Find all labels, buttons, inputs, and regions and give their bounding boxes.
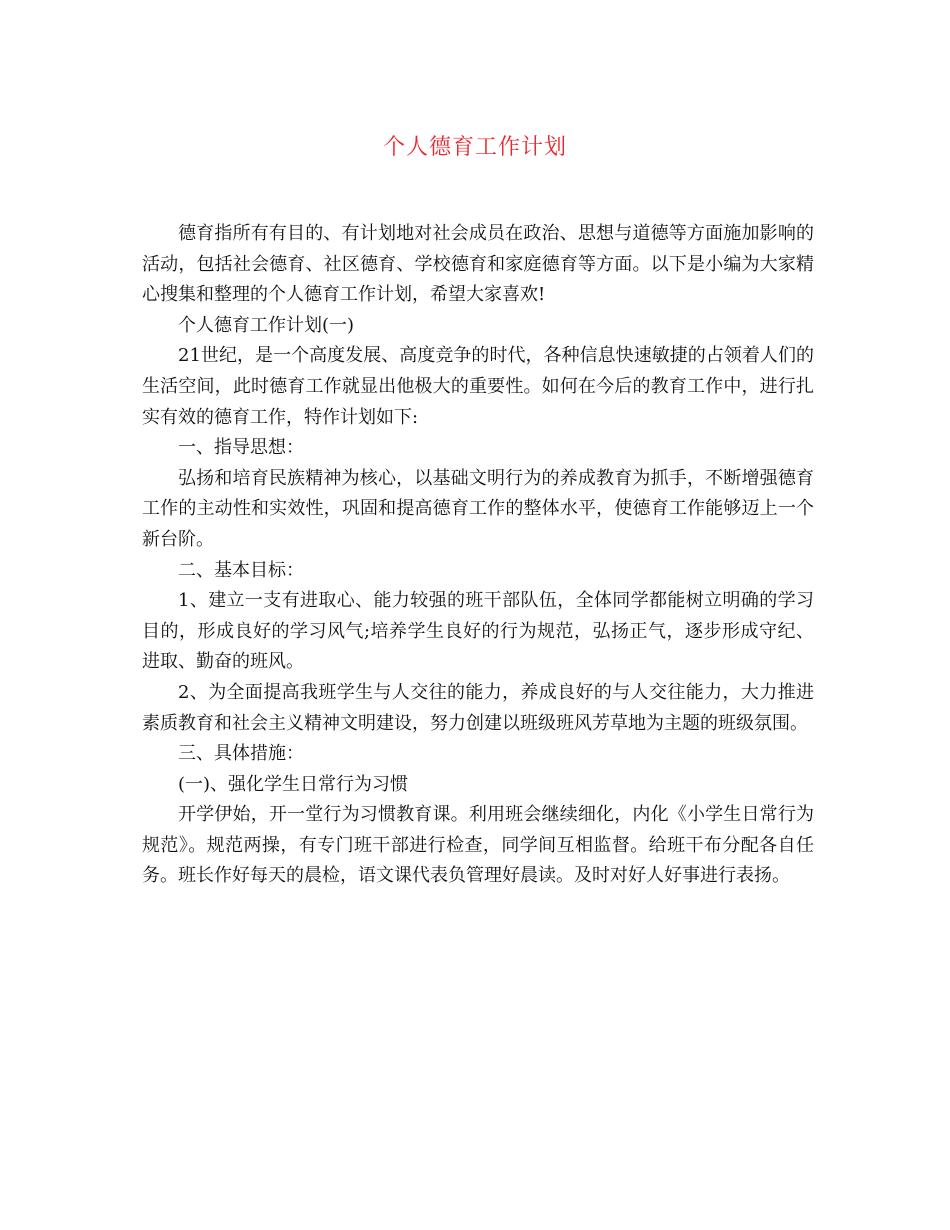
context-paragraph: 21世纪，是一个高度发展、高度竞争的时代，各种信息快速敏捷的占领着人们的生活空间，此时德育工作就显出他极大的重要性。如何在今后的教育工作中，进行扎实有效的德育工作，特作计划如下:	[142, 345, 814, 428]
goal-item-2: 2、为全面提高我班学生与人交往的能力，养成良好的与人交往能力，大力推进素质教育和社会主义精神文明建设，努力创建以班级班风芳草地为主题的班级氛围。	[142, 681, 814, 734]
document-title: 个人德育工作计划	[382, 135, 567, 160]
goal-item-1: 1、建立一支有进取心、能力较强的班干部队伍，全体同学都能树立明确的学习目的，形成良好的学习风气;培养学生良好的行为规范，弘扬正气，逐步形成守纪、进取、勤奋的班风。	[142, 590, 814, 673]
intro-paragraph: 德育指所有有目的、有计划地对社会成员在政治、思想与道德等方面施加影响的活动，包括社会德育、社区德育、学校德育和家庭德育等方面。以下是小编为大家精心搜集和整理的个人德育工作计划，希望大家喜欢!	[142, 223, 814, 306]
subsection-heading-habits: (一)、强化学生日常行为习惯	[178, 773, 409, 795]
document-body	[142, 219, 814, 892]
section-heading-measures: 三、具体措施：	[178, 743, 304, 765]
guiding-ideology-paragraph: 弘扬和培育民族精神为核心，以基础文明行为的养成教育为抓手，不断增强德育工作的主动性和实效性，巩固和提高德育工作的整体水平，使德育工作能够迈上一个新台阶。	[142, 467, 814, 550]
section-heading-plan-one: 个人德育工作计划(一)	[178, 314, 355, 336]
section-heading-guiding-ideology: 一、指导思想：	[178, 437, 304, 459]
habits-paragraph: 开学伊始，开一堂行为习惯教育课。利用班会继续细化，内化《小学生日常行为规范》。规范两操，有专门班干部进行检查，同学间互相监督。给班干布分配各自任务。班长作好每天的晨检，语文课代表负管理好晨读。及时对好人好事进行表扬。	[142, 804, 814, 887]
section-heading-basic-goals: 二、基本目标：	[178, 559, 304, 581]
